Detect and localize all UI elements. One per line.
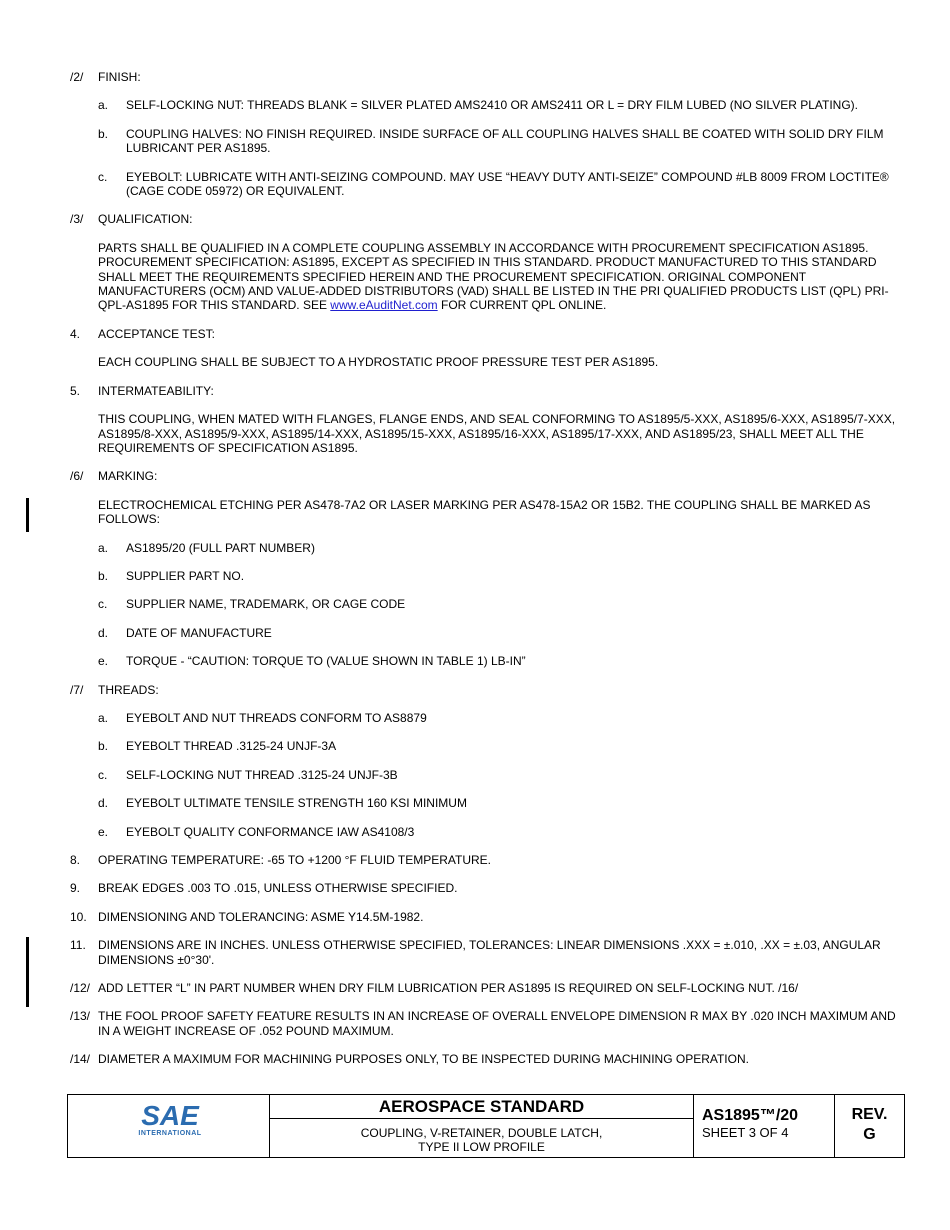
note-14: /14/ DIAMETER A MAXIMUM FOR MACHINING PURPOSES ONLY, TO BE INSPECTED DURING MACHINING OPERATION. xyxy=(70,1052,749,1067)
note-6a: a. AS1895/20 (FULL PART NUMBER) xyxy=(98,540,315,555)
note-7b: b. EYEBOLT THREAD .3125-24 UNJF-3A xyxy=(98,739,337,754)
rev-value: G xyxy=(863,1126,876,1143)
note-3-text: PARTS SHALL BE QUALIFIED IN A COMPLETE COUPLING ASSEMBLY IN ACCORDANCE WITH PROCUREMENT SPECIFICATION AS1895. PROCUREMENT SPECIFICATION: AS1895, EXCEPT AS SPECIFIED IN THIS STANDARD. PRODUCT MANUFACTURED TO THIS STANDARD SHALL MEET THE REQUIREMENTS SPECIFIED HEREIN AND THE PROCUREMENT SPECIFICATION. ORIGINAL COMPONENT MANUFACTURERS (OCM) AND VALUE-ADDED DISTRIBUTORS (VAD) SHALL BE LISTED IN THE PRI QUALIFIED PRODUCTS LIST (QPL) PRI-QPL-AS1895 FOR THIS STANDARD. SEE www.eAuditNet.com FOR CURRENT QPL ONLINE. xyxy=(98,240,889,313)
note-6c: c. SUPPLIER NAME, TRADEMARK, OR CAGE CODE xyxy=(98,597,406,612)
note-3-heading: /3/ QUALIFICATION: xyxy=(70,212,193,227)
note-7e: e. EYEBOLT QUALITY CONFORMANCE IAW AS4108/3 xyxy=(98,824,415,839)
note-12: /12/ ADD LETTER “L” IN PART NUMBER WHEN DRY FILM LUBRICATION PER AS1895 IS REQUIRED ON SELF-LOCKING NUT. /16/ xyxy=(70,981,799,996)
note-4-text: EACH COUPLING SHALL BE SUBJECT TO A HYDROSTATIC PROOF PRESSURE TEST PER AS1895. xyxy=(98,355,659,370)
note-13: /13/ THE FOOL PROOF SAFETY FEATURE RESULTS IN AN INCREASE OF OVERALL ENVELOPE DIMENSION R MAX BY .020 INCH MAXIMUM AND IN A WEIGHT INCREASE OF .052 POUND MAXIMUM. xyxy=(70,1009,896,1038)
note-11: 11. DIMENSIONS ARE IN INCHES. UNLESS OTHERWISE SPECIFIED, TOLERANCES: LINEAR DIMENSIONS .XXX = ±.010, .XX = ±.03, ANGULAR DIMENSIONS ±0°30'. xyxy=(70,938,881,967)
note-10: 10. DIMENSIONING AND TOLERANCING: ASME Y14.5M-1982. xyxy=(70,909,424,924)
note-2b: b. COUPLING HALVES: NO FINISH REQUIRED. INSIDE SURFACE OF ALL COUPLING HALVES SHALL BE COATED WITH SOLID DRY FILM LUBRICANT PER AS1895. xyxy=(98,126,884,156)
note-5-heading: 5. INTERMATEABILITY: xyxy=(70,383,214,398)
revision-cell xyxy=(835,1095,904,1157)
note-6-text: ELECTROCHEMICAL ETCHING PER AS478-7A2 OR LASER MARKING PER AS478-15A2 OR 15B2. THE COUPLING SHALL BE MARKED AS FOLLOWS: xyxy=(98,497,871,527)
eauditnet-link[interactable]: www.eAuditNet.com xyxy=(330,298,438,313)
note-6-heading: /6/ MARKING: xyxy=(70,469,158,484)
doc-number: AS1895™/20 xyxy=(702,1107,799,1124)
note-2-heading: /2/ FINISH: xyxy=(70,70,141,84)
revision-bar xyxy=(26,498,29,532)
document-body xyxy=(70,70,900,1081)
title-block xyxy=(67,1094,905,1158)
note-7d: d. EYEBOLT ULTIMATE TENSILE STRENGTH 160 KSI MINIMUM xyxy=(98,796,467,811)
sae-logo-sub: INTERNATIONAL xyxy=(138,1130,202,1137)
title-subtitle: COUPLING, V-RETAINER, DOUBLE LATCH, TYPE II LOW PROFILE xyxy=(360,1126,603,1154)
note-4-heading: 4. ACCEPTANCE TEST: xyxy=(70,326,215,341)
note-9: 9. BREAK EDGES .003 TO .015, UNLESS OTHERWISE SPECIFIED. xyxy=(70,881,458,896)
note-8: 8. OPERATING TEMPERATURE: -65 TO +1200 °F FLUID TEMPERATURE. xyxy=(70,853,491,867)
sae-logo-icon xyxy=(138,1101,202,1129)
logo-cell xyxy=(68,1095,270,1157)
rev-label: REV. xyxy=(851,1106,888,1123)
note-2c: c. EYEBOLT: LUBRICATE WITH ANTI-SEIZING COMPOUND. MAY USE “HEAVY DUTY ANTI-SEIZE” COMPOUND #LB 8009 FROM LOCTITE® (CAGE CODE 05972) OR EQUIVALENT. xyxy=(98,169,889,199)
sae-logo xyxy=(138,1101,202,1137)
note-6b: b. SUPPLIER PART NO. xyxy=(98,568,245,583)
sheet-number: SHEET 3 OF 4 xyxy=(702,1125,789,1140)
note-6d: d. DATE OF MANUFACTURE xyxy=(98,625,272,640)
note-7-heading: /7/ THREADS: xyxy=(70,682,159,697)
doc-number-cell xyxy=(694,1095,835,1157)
sae-logo-mark: SAE xyxy=(141,1101,199,1129)
note-7a: a. EYEBOLT AND NUT THREADS CONFORM TO AS8879 xyxy=(98,710,427,725)
note-2a: a. SELF-LOCKING NUT: THREADS BLANK = SILVER PLATED AMS2410 OR AMS2411 OR L = DRY FILM LUBED (NO SILVER PLATING). xyxy=(98,98,859,113)
note-6e: e. TORQUE - “CAUTION: TORQUE TO (VALUE SHOWN IN TABLE 1) LB-IN” xyxy=(98,654,526,669)
title-cell xyxy=(270,1095,694,1157)
revision-bar xyxy=(26,937,29,1007)
note-5-text: THIS COUPLING, WHEN MATED WITH FLANGES, FLANGE ENDS, AND SEAL CONFORMING TO AS1895/5-XXX, AS1895/6-XXX, AS1895/7-XXX, AS1895/8-XXX, AS1895/9-XXX, AS1895/14-XXX, AS1895/15-XXX, AS1895/16-XXX, AS1895/17-XXX, AND AS1895/23, SHALL MEET ALL THE REQUIREMENTS OF SPECIFICATION AS1895. xyxy=(98,412,896,455)
title-heading: AEROSPACE STANDARD xyxy=(270,1095,693,1119)
note-7c: c. SELF-LOCKING NUT THREAD .3125-24 UNJF-3B xyxy=(98,767,398,782)
